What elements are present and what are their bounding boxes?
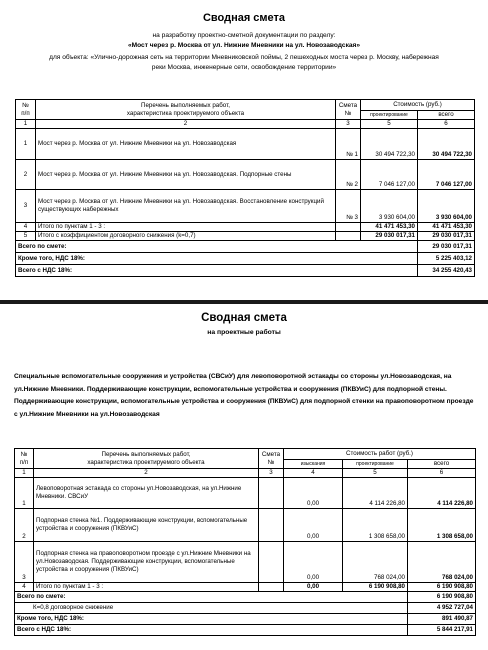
colnum-3: 3 [259, 469, 284, 478]
row-design: 41 471 453,30 [361, 223, 418, 232]
colnum-3: 3 [336, 120, 361, 129]
row-num: 1 [16, 129, 36, 160]
summary-row [16, 265, 475, 277]
header-num: № п/п [15, 449, 34, 469]
table-row [15, 542, 476, 583]
row-num: 3 [16, 190, 36, 223]
page-1-title: Сводная смета [202, 12, 286, 24]
summary-value: 5 844 217,91 [408, 625, 476, 636]
row-num: 3 [15, 542, 34, 583]
row-name: Мост через р. Москва от ул. Нижние Мневники на ул. Новозаводская. Подпорные стены [36, 160, 336, 190]
summary-row [15, 592, 476, 603]
summary-label: Всего с НДС 18%: [16, 265, 418, 277]
estimate-table-1 [15, 99, 475, 277]
summary-row [16, 253, 475, 265]
row-total: 41 471 453,30 [418, 223, 475, 232]
page-1-purpose-line: на разработку проектно-сметной документации по разделу: [152, 32, 336, 39]
colnum-6: 6 [418, 120, 475, 129]
summary-row [16, 241, 475, 253]
row-total: 768 024,00 [408, 542, 476, 583]
row-design: 1 308 658,00 [343, 509, 408, 542]
row-survey: 0,00 [284, 478, 343, 509]
summary-value: 6 190 908,80 [408, 592, 476, 603]
page-1-object-line-2: реки Москва, инженерные сети, освобождение территории» [151, 64, 337, 71]
header-survey: изыскания [284, 460, 343, 469]
row-design: 7 046 127,00 [361, 160, 418, 190]
summary-row [15, 625, 476, 636]
row-design: 29 030 017,31 [361, 232, 418, 241]
colnum-5: 5 [361, 120, 418, 129]
row-num: 5 [16, 232, 36, 241]
row-design: 6 190 908,80 [343, 583, 408, 592]
summary-label: Кроме того, НДС 18%: [15, 614, 408, 625]
row-name: Итого с коэффициентом договорного снижения (k=0,7) [36, 232, 336, 241]
summary-value: 5 225 403,12 [418, 253, 475, 265]
row-name: Итого по пунктам 1 - 3 : [34, 583, 259, 592]
table-row [16, 129, 475, 160]
colnum-4: 4 [284, 469, 343, 478]
summary-value: 29 030 017,31 [418, 241, 475, 253]
header-num: № п/п [16, 100, 36, 120]
row-name: Подпорная стенка на правоповоротном проезде с ул.Нижние Мневники на ул.Новозаводская. Поддерживающие конструкции, вспомогательные устройства и сооружения (ПКВУиС) [34, 542, 259, 583]
header-works: Перечень выполняемых работ, характеристика проектируемого объекта [36, 100, 336, 120]
colnum-5: 5 [343, 469, 408, 478]
summary-value: 891 490,87 [408, 614, 476, 625]
estimate-page-1 [0, 0, 488, 300]
page-2-subtitle: на проектные работы [207, 329, 281, 336]
summary-label: Кроме того, НДС 18%: [16, 253, 418, 265]
row-smeta [259, 478, 284, 509]
row-total: 7 046 127,00 [418, 160, 475, 190]
row-design: 768 024,00 [343, 542, 408, 583]
row-smeta: № 3 [336, 190, 361, 223]
page-2-description: Специальные вспомогательные сооружения и устройства (СВСиУ) для левоповоротной эстакады со стороны ул.Новозаводская, на ул.Нижние Мневники. Поддерживающие конструкции, вспомогательные устройства и сооружения (ПКВУиС) для подпорной стены. Поддерживающие конструкции, вспомогательные устройства и сооружения (ПКВУиС) для подпорной стенки на правоповоротном проезде с ул.Нижние Мневники на ул.Новозаводская [14, 373, 474, 418]
summary-label: Всего с НДС 18%: [15, 625, 408, 636]
row-name: Левоповоротная эстакада со стороны ул.Новозаводская, на ул.Нижние Мневники. СВСиУ [34, 478, 259, 509]
row-num: 2 [16, 160, 36, 190]
summary-value: 34 255 420,43 [418, 265, 475, 277]
page-2-title: Сводная смета [201, 312, 287, 324]
estimate-page-2 [0, 304, 488, 650]
table-row [15, 583, 476, 592]
row-num: 2 [15, 509, 34, 542]
colnum-6: 6 [408, 469, 476, 478]
row-smeta: № 2 [336, 160, 361, 190]
row-total: 6 190 908,80 [408, 583, 476, 592]
colnum-1: 1 [16, 120, 36, 129]
header-cost: Стоимость работ (руб.) [284, 449, 476, 460]
summary-label: Всего по смете: [15, 592, 408, 603]
header-smeta: Смета № [259, 449, 284, 469]
header-total: всего [408, 460, 476, 469]
estimate-table-2 [14, 448, 476, 636]
row-num: 4 [16, 223, 36, 232]
header-total: всего [418, 111, 475, 120]
table-row [16, 160, 475, 190]
row-total: 29 030 017,31 [418, 232, 475, 241]
header-design: проектирование [361, 111, 418, 120]
colnum-1: 1 [15, 469, 34, 478]
row-survey: 0,00 [284, 542, 343, 583]
colnum-2: 2 [34, 469, 259, 478]
row-smeta: № 1 [336, 129, 361, 160]
row-survey: 0,00 [284, 583, 343, 592]
page-1-section-line: «Мост через р. Москва от ул. Нижние Мневники на ул. Новозаводская» [127, 42, 361, 49]
row-design: 3 930 604,00 [361, 190, 418, 223]
row-name: Итого по пунктам 1 - 3 : [36, 223, 336, 232]
summary-row [15, 614, 476, 625]
table-row [16, 223, 475, 232]
row-total: 30 494 722,30 [418, 129, 475, 160]
row-design: 4 114 226,80 [343, 478, 408, 509]
summary-label: Всего по смете: [16, 241, 418, 253]
row-total: 4 114 226,80 [408, 478, 476, 509]
row-name: Подпорная стенка №1. Поддерживающие конструкции, вспомогательные устройства и сооружения (ПКВУиС) [34, 509, 259, 542]
table-row [16, 232, 475, 241]
table-row [16, 190, 475, 223]
header-cost: Стоимость (руб.) [361, 100, 475, 111]
row-total: 3 930 604,00 [418, 190, 475, 223]
summary-label: К=0,8 договорное снижение [15, 603, 408, 614]
page-1-object-line: для объекта: «Улично-дорожная сеть на территории Мневниковской поймы, 2 пешеходных моста через р. Москву, набережная [49, 54, 439, 61]
row-total: 1 308 658,00 [408, 509, 476, 542]
header-smeta: Смета № [336, 100, 361, 120]
row-smeta [259, 583, 284, 592]
row-smeta [259, 509, 284, 542]
summary-value: 4 952 727,04 [408, 603, 476, 614]
row-num: 4 [15, 583, 34, 592]
row-design: 30 494 722,30 [361, 129, 418, 160]
table-row [15, 478, 476, 509]
row-smeta [336, 223, 361, 232]
row-survey: 0,00 [284, 509, 343, 542]
row-num: 1 [15, 478, 34, 509]
row-smeta [259, 542, 284, 583]
row-smeta [336, 232, 361, 241]
table-row [15, 509, 476, 542]
summary-row [15, 603, 476, 614]
colnum-2: 2 [36, 120, 336, 129]
header-works: Перечень выполняемых работ, характеристика проектируемого объекта [34, 449, 259, 469]
row-name: Мост через р. Москва от ул. Нижние Мневники на ул. Новозаводская. Восстановление конструкций существующих набережных [36, 190, 336, 223]
row-name: Мост через р. Москва от ул. Нижние Мневники на ул. Новозаводская [36, 129, 336, 160]
header-design: проектирование [343, 460, 408, 469]
